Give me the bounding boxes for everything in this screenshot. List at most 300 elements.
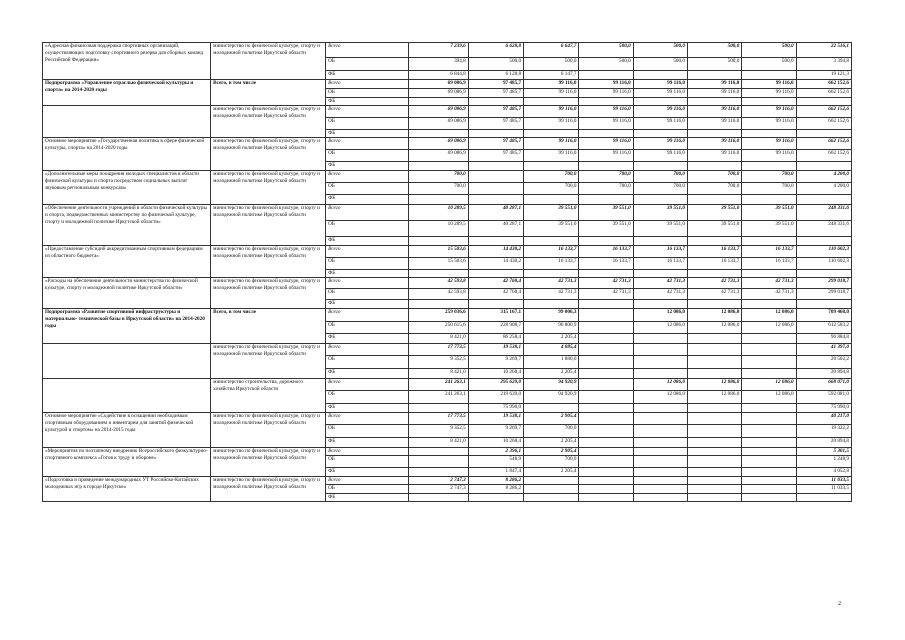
funding-source: ФБ — [326, 494, 409, 502]
value-cell: 99 116,0 — [633, 106, 687, 118]
value-cell — [688, 425, 742, 438]
value-cell: 2 396,1 — [468, 448, 523, 456]
funding-source: ОБ — [326, 89, 409, 98]
value-cell — [524, 485, 579, 494]
value-cell: 12 086,0 — [633, 322, 687, 334]
value-cell — [409, 404, 469, 413]
value-cell — [579, 309, 633, 322]
row-responsible: министерство по физической культуре, спорту и молодежной политике Иркутской области — [211, 477, 326, 502]
value-cell — [796, 494, 851, 502]
value-cell: 12 086,0 — [688, 391, 742, 404]
row-responsible: министерство по физической культуре, спорту и молодежной политике Иркутской области — [211, 344, 326, 379]
funding-source: Всего — [326, 106, 409, 118]
funding-source: Всего — [326, 80, 409, 89]
value-cell — [579, 494, 633, 502]
value-cell — [579, 334, 633, 344]
value-cell — [742, 425, 796, 438]
value-cell — [468, 171, 523, 183]
funding-source: ОБ — [326, 150, 409, 162]
page-number: 2 — [838, 601, 841, 607]
value-cell: 16 133,7 — [742, 246, 796, 258]
row-responsible: министерство по физической культуре, спорту и молодежной политике Иркутской области — [211, 413, 326, 448]
value-cell: 16 133,7 — [579, 258, 633, 270]
value-cell — [796, 237, 851, 246]
value-cell: 20 894,8 — [796, 438, 851, 448]
value-cell: 500,0 — [688, 58, 742, 71]
value-cell — [742, 270, 796, 278]
value-cell — [742, 344, 796, 356]
value-cell: 42 731,3 — [524, 289, 579, 300]
funding-source: Всего — [326, 309, 409, 322]
funding-source: ФБ — [326, 369, 409, 379]
value-cell: 6 147,7 — [524, 71, 579, 80]
value-cell — [409, 494, 469, 502]
value-cell: 662 152,6 — [796, 80, 851, 89]
value-cell: 394,8 — [409, 58, 469, 71]
value-cell — [633, 369, 687, 379]
value-cell — [468, 98, 523, 106]
row-responsible: министерство по физической культуре, спорту и молодежной политике Иркутской области — [211, 106, 326, 138]
value-cell: 2 205,4 — [524, 369, 579, 379]
value-cell — [633, 300, 687, 309]
value-cell — [688, 195, 742, 205]
table-row — [43, 379, 852, 391]
value-cell: 99 116,0 — [742, 106, 796, 118]
value-cell: 99 116,0 — [633, 138, 687, 150]
value-cell: 4 200,0 — [796, 183, 851, 195]
value-cell: 10 289,5 — [409, 221, 469, 237]
value-cell — [688, 413, 742, 425]
value-cell — [579, 468, 633, 477]
value-cell: 9 269,7 — [468, 425, 523, 438]
value-cell — [579, 448, 633, 456]
value-cell: 42 731,3 — [688, 289, 742, 300]
value-cell: 700,0 — [579, 183, 633, 195]
value-cell: 1 847,4 — [468, 468, 523, 477]
value-cell: 6 647,7 — [524, 43, 579, 58]
table-row — [43, 106, 852, 118]
value-cell — [796, 300, 851, 309]
row-description: «Расходы на обеспечение деятельности министерства по физической культуре, спорту и молодежной политике Иркутской области» — [43, 278, 211, 309]
value-cell: 42 731,3 — [742, 289, 796, 300]
value-cell: 5 301,5 — [796, 448, 851, 456]
value-cell: 2 747,3 — [409, 485, 469, 494]
row-description — [43, 106, 211, 138]
value-cell: 299 018,7 — [796, 289, 851, 300]
row-description — [43, 379, 211, 413]
row-responsible: министерство по физической культуре, спорту и молодежной политике Иркутской области — [211, 171, 326, 205]
value-cell — [409, 456, 469, 468]
row-description: «Адресная финансовая поддержка спортивных организаций, осуществляющих подготовку спортивного резерва для сборных команд Российской Федерации» — [43, 43, 211, 80]
funding-source: Всего — [326, 138, 409, 150]
value-cell — [742, 404, 796, 413]
value-cell: 2 205,4 — [524, 438, 579, 448]
value-cell — [796, 195, 851, 205]
value-cell — [742, 468, 796, 477]
value-cell: 248 331,6 — [796, 221, 851, 237]
value-cell — [579, 369, 633, 379]
row-responsible: министерство по физической культуре, спорту и молодежной политике Иркутской области — [211, 43, 326, 80]
value-cell: 700,0 — [633, 171, 687, 183]
value-cell: 500,0 — [742, 58, 796, 71]
value-cell: 69 086,9 — [409, 80, 469, 89]
value-cell: 42 593,8 — [409, 278, 469, 289]
value-cell — [742, 334, 796, 344]
value-cell: 39 551,0 — [688, 205, 742, 221]
value-cell: 8 421,0 — [409, 334, 469, 344]
row-responsible: министерство по физической культуре, спорту и молодежной политике Иркутской области — [211, 138, 326, 171]
value-cell: 99 116,0 — [579, 138, 633, 150]
row-description: Подпрограмма «Управление отраслью физической культуры и спорта» на 2014-2020 годы — [43, 80, 211, 106]
value-cell — [742, 195, 796, 205]
funding-source: ФБ — [326, 300, 409, 309]
value-cell: 99 116,0 — [688, 150, 742, 162]
value-cell — [688, 485, 742, 494]
value-cell — [796, 270, 851, 278]
row-description: «Предоставление субсидий аккредитованным спортивным федерациям из областного бюджета» — [43, 246, 211, 278]
value-cell: 16 133,7 — [524, 246, 579, 258]
value-cell — [579, 270, 633, 278]
value-cell: 17 773,5 — [409, 413, 469, 425]
funding-source: ФБ — [326, 71, 409, 80]
value-cell: 12 086,0 — [742, 379, 796, 391]
value-cell: 500,0 — [579, 43, 633, 58]
value-cell: 39 551,0 — [579, 221, 633, 237]
value-cell: 97 485,7 — [468, 138, 523, 150]
funding-source: ФБ — [326, 237, 409, 246]
value-cell: 20 502,2 — [796, 356, 851, 369]
value-cell — [796, 130, 851, 138]
value-cell — [633, 98, 687, 106]
value-cell — [524, 477, 579, 485]
value-cell: 15 503,6 — [409, 246, 469, 258]
value-cell — [524, 130, 579, 138]
value-cell: 42 731,3 — [579, 289, 633, 300]
value-cell: 99 116,0 — [579, 80, 633, 89]
value-cell: 548,9 — [468, 456, 523, 468]
funding-source: ФБ — [326, 195, 409, 205]
funding-source: ФБ — [326, 468, 409, 477]
value-cell — [468, 237, 523, 246]
value-cell: 662 152,6 — [796, 89, 851, 98]
value-cell: 500,0 — [579, 58, 633, 71]
value-cell: 20 894,8 — [796, 369, 851, 379]
value-cell: 39 551,0 — [524, 221, 579, 237]
value-cell — [796, 98, 851, 106]
value-cell — [524, 404, 579, 413]
value-cell: 11 033,5 — [796, 477, 851, 485]
funding-source: Всего — [326, 413, 409, 425]
value-cell — [633, 344, 687, 356]
value-cell — [633, 448, 687, 456]
value-cell: 42 731,3 — [579, 278, 633, 289]
value-cell — [742, 438, 796, 448]
funding-source: ФБ — [326, 98, 409, 106]
value-cell: 700,0 — [742, 183, 796, 195]
value-cell: 700,0 — [524, 171, 579, 183]
value-cell — [468, 195, 523, 205]
value-cell — [688, 468, 742, 477]
value-cell — [742, 477, 796, 485]
value-cell: 69 086,9 — [409, 118, 469, 130]
funding-source: Всего — [326, 205, 409, 221]
table-row — [43, 205, 852, 221]
value-cell: 39 551,0 — [742, 205, 796, 221]
value-cell: 99 116,0 — [742, 138, 796, 150]
value-cell: 700,0 — [524, 425, 579, 438]
value-cell: 99 006,3 — [524, 309, 579, 322]
value-cell: 99 116,0 — [688, 89, 742, 98]
row-description: «Мероприятия по поэтапному внедрению Всероссийского физкультурно-спортивного комплекса «Готов к труду и обороне» — [43, 448, 211, 477]
funding-source: Всего — [326, 43, 409, 58]
value-cell — [579, 456, 633, 468]
value-cell: 42 593,8 — [409, 289, 469, 300]
value-cell: 97 485,7 — [468, 106, 523, 118]
value-cell: 99 116,0 — [524, 118, 579, 130]
value-cell: 16 133,7 — [688, 246, 742, 258]
value-cell — [742, 162, 796, 171]
value-cell: 41 397,0 — [796, 344, 851, 356]
value-cell — [742, 369, 796, 379]
value-cell: 42 731,3 — [633, 289, 687, 300]
value-cell: 700,0 — [524, 456, 579, 468]
value-cell: 700,0 — [688, 183, 742, 195]
value-cell: 14 430,2 — [468, 246, 523, 258]
value-cell: 16 133,7 — [579, 246, 633, 258]
value-cell — [688, 162, 742, 171]
value-cell — [633, 162, 687, 171]
value-cell: 40 287,1 — [468, 221, 523, 237]
value-cell: 668 071,0 — [796, 379, 851, 391]
funding-source: ФБ — [326, 270, 409, 278]
value-cell: 99 116,0 — [742, 150, 796, 162]
row-description: «Подготовка и проведение международных УТ Российско-Китайских молодежных игр в городе Иркутске» — [43, 477, 211, 502]
value-cell — [688, 438, 742, 448]
funding-source: ФБ — [326, 130, 409, 138]
value-cell — [633, 404, 687, 413]
value-cell: 228 908,7 — [468, 322, 523, 334]
value-cell: 94 920,9 — [524, 379, 579, 391]
value-cell — [409, 98, 469, 106]
value-cell: 4 085,4 — [524, 344, 579, 356]
value-cell: 69 086,9 — [409, 138, 469, 150]
value-cell: 110 602,3 — [796, 258, 851, 270]
value-cell: 250 615,6 — [409, 322, 469, 334]
row-description: Основное мероприятие «Государственная политика в сфере физической культуры, спорта» на 2014-2020 годы — [43, 138, 211, 171]
value-cell: 42 768,4 — [468, 278, 523, 289]
value-cell: 241 263,1 — [409, 379, 469, 391]
value-cell — [633, 485, 687, 494]
value-cell — [524, 494, 579, 502]
row-description: Основное мероприятие «Содействие в оснащении необходимым спортивным оборудованием и инвентарем для занятий физической культурой и спортом» на 2014-2015 годы — [43, 413, 211, 448]
value-cell: 39 551,0 — [633, 205, 687, 221]
funding-source: ФБ — [326, 162, 409, 171]
value-cell — [524, 162, 579, 171]
value-cell — [579, 485, 633, 494]
value-cell: 42 731,3 — [633, 278, 687, 289]
funding-source: Всего — [326, 379, 409, 391]
funding-source: ОБ — [326, 322, 409, 334]
value-cell: 2 905,4 — [524, 413, 579, 425]
value-cell — [409, 237, 469, 246]
value-cell: 259 036,6 — [409, 309, 469, 322]
value-cell: 99 116,0 — [524, 89, 579, 98]
row-responsible: министерство по физической культуре, спорту и молодежной политике Иркутской области — [211, 448, 326, 477]
value-cell — [579, 162, 633, 171]
value-cell: 99 116,0 — [579, 150, 633, 162]
value-cell: 8 286,2 — [468, 477, 523, 485]
value-cell: 10 268,4 — [468, 369, 523, 379]
value-cell — [688, 404, 742, 413]
value-cell: 248 331,6 — [796, 205, 851, 221]
value-cell: 42 768,4 — [468, 289, 523, 300]
funding-source: Всего — [326, 278, 409, 289]
table-row — [43, 413, 852, 425]
value-cell — [524, 195, 579, 205]
funding-source: ОБ — [326, 258, 409, 270]
value-cell: 12 086,0 — [742, 309, 796, 322]
value-cell: 219 639,0 — [468, 391, 523, 404]
value-cell — [579, 195, 633, 205]
value-cell: 99 116,0 — [742, 118, 796, 130]
value-cell: 40 287,1 — [468, 205, 523, 221]
funding-source: Всего — [326, 448, 409, 456]
value-cell — [688, 270, 742, 278]
row-description: «Дополнительные меры поощрения молодых специалистов в области физической культуры и спорта посредством социальных выплат звуковым региональным конкурсам» — [43, 171, 211, 205]
table-row — [43, 80, 852, 89]
value-cell: 9 352,5 — [409, 425, 469, 438]
value-cell: 99 116,0 — [742, 80, 796, 89]
value-cell: 42 731,3 — [688, 278, 742, 289]
row-description: «Обеспечение деятельности учреждений в области физической культуры и спорта, подведомственных министерству по физической культуре, спорту и молодежной политике Иркутской области» — [43, 205, 211, 246]
funding-source: ОБ — [326, 183, 409, 195]
value-cell — [579, 300, 633, 309]
table-row — [43, 278, 852, 289]
value-cell — [633, 270, 687, 278]
funding-source: ОБ — [326, 221, 409, 237]
value-cell: 99 116,0 — [688, 106, 742, 118]
value-cell: 99 116,0 — [524, 80, 579, 89]
value-cell: 6 844,8 — [409, 71, 469, 80]
value-cell — [796, 162, 851, 171]
value-cell: 241 263,1 — [409, 391, 469, 404]
value-cell: 16 133,7 — [524, 258, 579, 270]
budget-table-body — [43, 43, 852, 502]
value-cell — [633, 334, 687, 344]
value-cell: 500,0 — [468, 58, 523, 71]
value-cell: 4 052,8 — [796, 468, 851, 477]
value-cell — [524, 98, 579, 106]
value-cell: 86 258,4 — [468, 334, 523, 344]
value-cell: 9 269,7 — [468, 356, 523, 369]
value-cell: 700,0 — [409, 171, 469, 183]
value-cell — [579, 477, 633, 485]
row-description: Подпрограмма «Развитие спортивной инфраструктуры и материально- технической базы в Иркутской области» на 2014-2020 годы — [43, 309, 211, 344]
value-cell — [524, 300, 579, 309]
value-cell: 12 086,0 — [633, 309, 687, 322]
value-cell: 1 248,9 — [796, 456, 851, 468]
value-cell: 19 322,2 — [796, 425, 851, 438]
row-description — [43, 344, 211, 379]
value-cell: 99 116,0 — [524, 150, 579, 162]
funding-source: ОБ — [326, 58, 409, 71]
value-cell: 17 773,5 — [409, 344, 469, 356]
value-cell: 12 086,0 — [688, 379, 742, 391]
value-cell: 8 286,2 — [468, 485, 523, 494]
value-cell: 75 990,0 — [796, 404, 851, 413]
value-cell: 2 205,4 — [524, 468, 579, 477]
row-responsible: Всего, в том числе — [211, 309, 326, 344]
funding-source: ФБ — [326, 404, 409, 413]
value-cell: 16 133,7 — [688, 258, 742, 270]
value-cell — [524, 237, 579, 246]
value-cell — [633, 237, 687, 246]
value-cell: 12 086,0 — [633, 379, 687, 391]
value-cell: 2 905,4 — [524, 448, 579, 456]
value-cell — [633, 195, 687, 205]
table-row — [43, 171, 852, 183]
funding-source: Всего — [326, 477, 409, 485]
value-cell: 700,0 — [633, 183, 687, 195]
value-cell — [579, 322, 633, 334]
value-cell: 99 116,0 — [633, 150, 687, 162]
value-cell: 99 116,0 — [633, 118, 687, 130]
value-cell: 9 352,5 — [409, 356, 469, 369]
value-cell: 99 116,0 — [579, 89, 633, 98]
value-cell: 75 990,0 — [468, 404, 523, 413]
value-cell: 700,0 — [524, 183, 579, 195]
value-cell — [688, 494, 742, 502]
value-cell — [633, 130, 687, 138]
value-cell: 299 018,7 — [796, 278, 851, 289]
value-cell — [468, 300, 523, 309]
value-cell — [633, 494, 687, 502]
value-cell: 99 116,0 — [579, 106, 633, 118]
value-cell — [409, 195, 469, 205]
value-cell — [688, 477, 742, 485]
value-cell — [742, 413, 796, 425]
value-cell: 39 551,0 — [742, 221, 796, 237]
value-cell — [688, 71, 742, 80]
value-cell: 99 116,0 — [579, 118, 633, 130]
value-cell: 500,0 — [688, 43, 742, 58]
value-cell — [742, 356, 796, 369]
value-cell: 662 152,6 — [796, 106, 851, 118]
value-cell — [688, 237, 742, 246]
value-cell: 97 485,7 — [468, 118, 523, 130]
value-cell — [468, 162, 523, 171]
value-cell: 612 583,2 — [796, 322, 851, 334]
value-cell — [579, 438, 633, 448]
funding-source: ОБ — [326, 456, 409, 468]
value-cell — [688, 300, 742, 309]
value-cell — [688, 130, 742, 138]
value-cell — [633, 456, 687, 468]
value-cell — [742, 237, 796, 246]
value-cell — [742, 494, 796, 502]
value-cell: 42 731,3 — [524, 278, 579, 289]
value-cell: 16 133,7 — [633, 258, 687, 270]
value-cell: 12 086,0 — [688, 309, 742, 322]
value-cell — [579, 71, 633, 80]
value-cell — [579, 404, 633, 413]
value-cell: 3 394,8 — [796, 58, 851, 71]
value-cell — [742, 71, 796, 80]
value-cell: 2 205,4 — [524, 334, 579, 344]
value-cell — [579, 344, 633, 356]
value-cell — [409, 448, 469, 456]
value-cell: 39 551,0 — [579, 205, 633, 221]
